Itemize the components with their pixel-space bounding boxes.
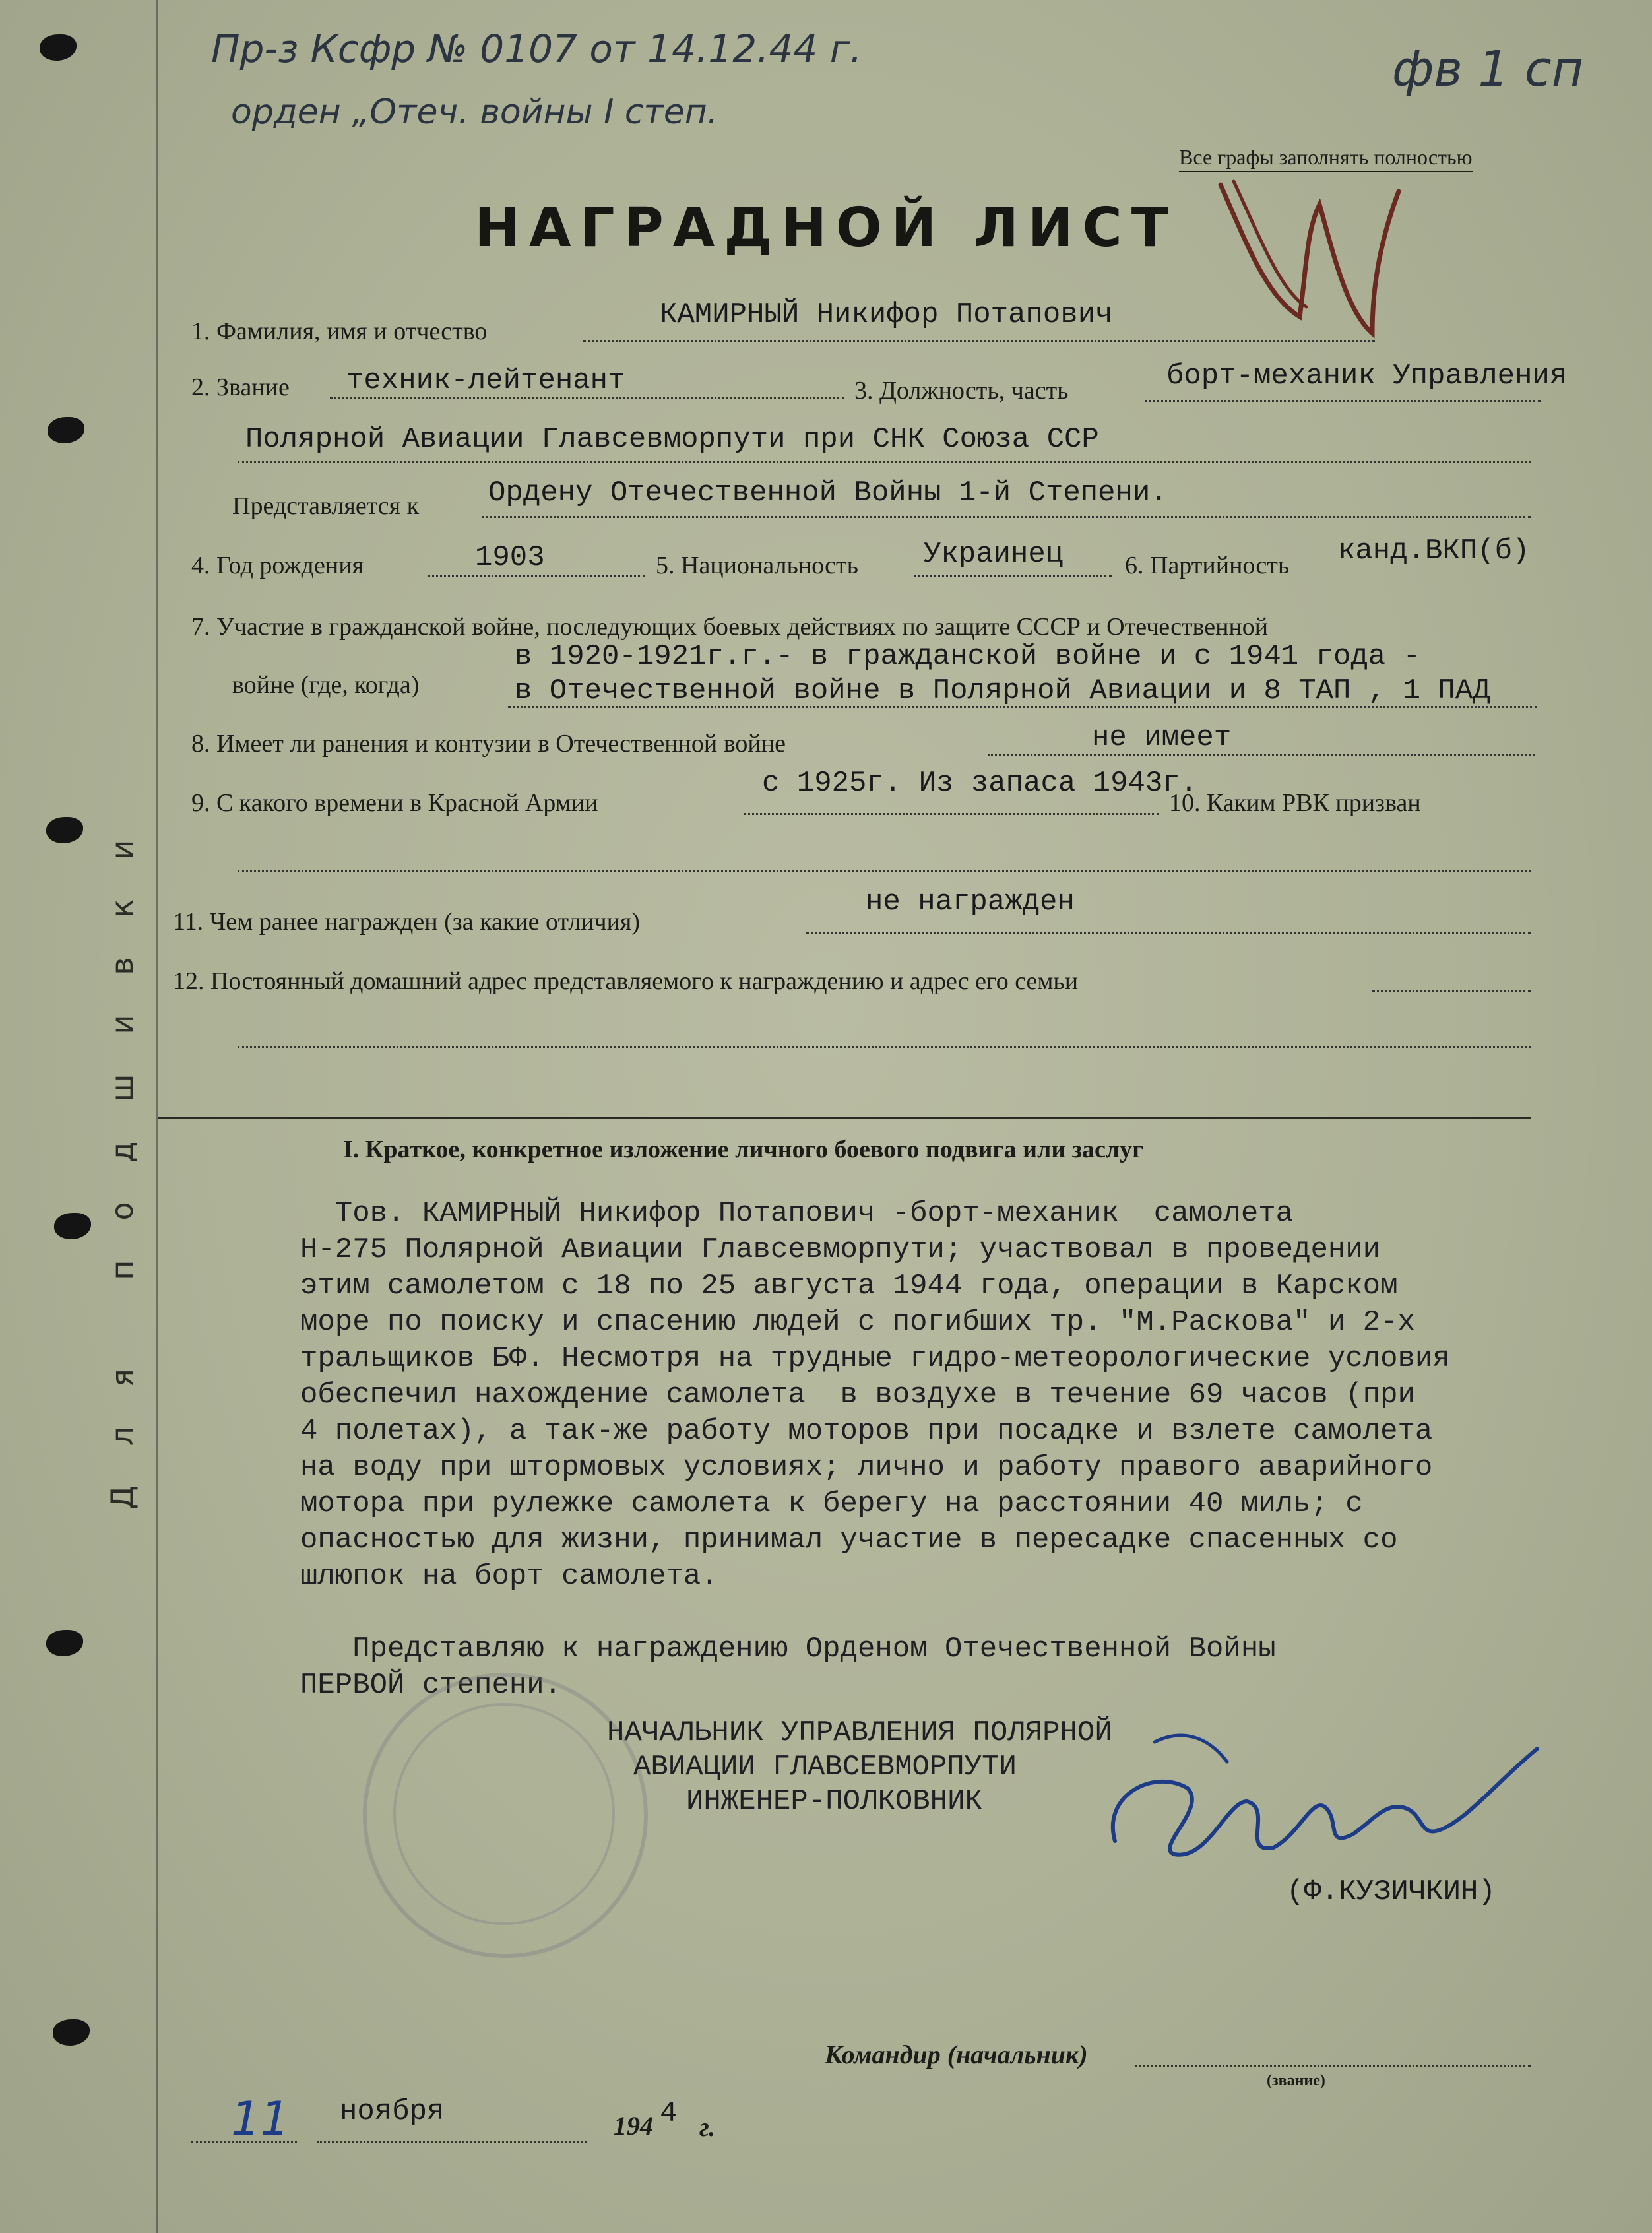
field-11-line (806, 932, 1531, 934)
field-4-line (428, 575, 645, 577)
field-3-label: 3. Должность, часть (854, 377, 1069, 405)
date-month: ноября (340, 2095, 445, 2128)
field-5-label: 5. Национальность (656, 552, 858, 579)
presented-for-line (482, 516, 1531, 518)
handwritten-order-name: орден „Отеч. войны I степ. (231, 92, 718, 132)
narrative-line: море по поиску и спасению людей с погибших тр. "М.Раскова" и 2-х (300, 1306, 1415, 1339)
signatory-block (607, 1716, 1112, 1819)
field-7-label-2: войне (где, когда) (232, 671, 420, 699)
signatory-line-2: АВИАЦИИ ГЛАВСЕВМОРПУТИ (633, 1751, 1017, 1784)
narrative-line: тральщиков БФ. Несмотря на трудные гидро-метеорологические условия (300, 1342, 1450, 1375)
date-year-abbrev: г. (699, 2112, 716, 2142)
field-9-line (744, 813, 1159, 815)
field-11-value: не награжден (866, 886, 1075, 919)
field-1-line (583, 340, 1375, 342)
date-year-suffix: 4 (660, 2097, 678, 2130)
field-4-value: 1903 (475, 541, 545, 574)
signatory-line-3: ИНЖЕНЕР-ПОЛКОВНИК (686, 1785, 982, 1818)
field-2-label: 2. Звание (191, 373, 290, 401)
narrative-line: Тов. КАМИРНЫЙ Никифор Потапович -борт-механик самолета (300, 1197, 1294, 1230)
page-title: НАГРАДНОЙ ЛИСТ (474, 197, 1178, 259)
field-4-label: 4. Год рождения (191, 552, 364, 579)
field-6-label: 6. Партийность (1125, 552, 1290, 579)
field-12-line (1372, 990, 1531, 992)
date-day: 11 (231, 2092, 290, 2146)
field-11-label: 11. Чем ранее награжден (за какие отличия) (173, 908, 641, 936)
narrative-line: 4 полетах), а так-же работу моторов при посадке и взлете самолета (300, 1415, 1433, 1448)
field-7-value-2: в Отечественной войне в Полярной Авиации и 8 ТАП , 1 ПАД (515, 674, 1490, 707)
binding-hole (53, 2019, 90, 2046)
binding-hole (48, 417, 84, 443)
commander-label: Командир (начальник) (825, 2040, 1088, 2069)
field-9-value: с 1925г. Из запаса 1943г. (762, 767, 1198, 800)
handwritten-signature (1075, 1702, 1550, 1874)
presented-for-label: Представляется к (232, 492, 420, 520)
narrative-line: этим самолетом с 18 по 25 августа 1944 года, операции в Карском (300, 1270, 1398, 1303)
binding-text: Для подшивки (104, 800, 140, 1510)
official-seal-stamp (363, 1673, 648, 1958)
field-10-label: 10. Каким РВК призван (1169, 789, 1421, 817)
rank-caption: (звание) (1267, 2072, 1325, 2089)
signatory-name: (Ф.КУЗИЧКИН) (1287, 1875, 1496, 1908)
field-12-label: 12. Постоянный домашний адрес представляемого к награждению и адрес его семьи (173, 967, 1079, 995)
narrative-line: ПЕРВОЙ степени. (300, 1669, 562, 1702)
date-year-prefix: 194 (614, 2111, 653, 2141)
field-1-value: КАМИРНЫЙ Никифор Потапович (660, 298, 1113, 331)
commander-line (1135, 2065, 1531, 2067)
field-9-label: 9. С какого времени в Красной Армии (191, 789, 598, 817)
field-7-line (508, 706, 1537, 708)
presented-for-value: Ордену Отечественной Войны 1-й Степени. (488, 476, 1168, 509)
field-6-value: канд.ВКП(б) (1338, 534, 1530, 567)
field-8-label: 8. Имеет ли ранения и контузии в Отечественной войне (191, 730, 786, 758)
fill-all-fields-note: Все графы заполнять полностью (1179, 145, 1473, 172)
section-divider (158, 1117, 1531, 1119)
field-10-line (238, 870, 1531, 872)
field-1-label: 1. Фамилия, имя и отчество (191, 317, 488, 345)
signatory-line-1: НАЧАЛЬНИК УПРАВЛЕНИЯ ПОЛЯРНОЙ (607, 1716, 1112, 1749)
field-2-line (330, 397, 844, 399)
date-month-line (317, 2141, 587, 2143)
field-12-line-2 (238, 1046, 1531, 1048)
field-2-value: техник-лейтенант (346, 364, 625, 397)
field-7-label: 7. Участие в гражданской войне, последующих боевых действиях по защите СССР и Отечественной (191, 613, 1269, 641)
narrative-line (300, 1595, 1652, 1631)
binding-hole (46, 817, 83, 843)
narrative-line: шлюпок на борт самолета. (300, 1560, 718, 1593)
field-5-value: Украинец (924, 538, 1064, 571)
narrative-line: Н-275 Полярной Авиации Главсевморпути; участвовал в проведении (300, 1233, 1381, 1266)
field-3-value-2: Полярной Авиации Главсевморпути при СНК Союза ССР (245, 423, 1099, 456)
binding-hole (46, 1630, 83, 1656)
field-3-value-1: борт-механик Управления (1166, 360, 1568, 393)
section-title: I. Краткое, конкретное изложение личного боевого подвига или заслуг (343, 1136, 1144, 1163)
field-3-line-2 (238, 461, 1531, 463)
narrative-text (300, 1196, 1652, 1704)
narrative-line: мотора при рулежке самолета к берегу на расстоянии 40 миль; с (300, 1487, 1363, 1520)
narrative-line: на воду при штормовых условиях; лично и работу правого аварийного (300, 1451, 1433, 1484)
field-5-line (914, 575, 1112, 577)
field-8-value: не имеет (1092, 721, 1232, 754)
narrative-line: Представляю к награждению Орденом Отечественной Войны (300, 1633, 1276, 1666)
binding-hole (40, 34, 77, 61)
narrative-line: опасностью для жизни, принимал участие в пересадке спасенных со (300, 1524, 1398, 1557)
field-7-value-1: в 1920-1921г.г.- в гражданской войне и с 1941 года - (515, 640, 1421, 673)
narrative-line: обеспечил нахождение самолета в воздухе в течение 69 часов (при (300, 1378, 1415, 1411)
handwritten-order-ref: Пр-з Ксфр № 0107 от 14.12.44 г. (211, 26, 862, 71)
field-8-line (988, 754, 1535, 756)
handwritten-corner-note: фв 1 сп (1392, 41, 1584, 98)
date-day-line (191, 2141, 297, 2143)
field-3-line (1145, 400, 1541, 402)
binding-margin-label (86, 594, 158, 1716)
